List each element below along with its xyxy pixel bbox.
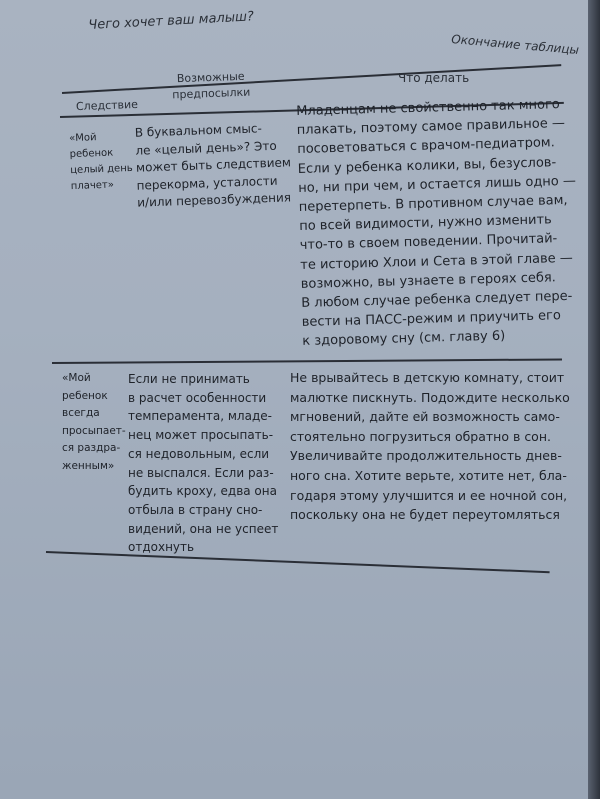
row2-what-to-do [290, 368, 570, 525]
book-spine-edge [588, 0, 600, 799]
column-header-preconditions [171, 69, 250, 104]
text-line: плакать, поэтому самое правильное — [296, 116, 566, 139]
row1-what-to-do [296, 95, 580, 352]
text-line: стоятельно погрузиться обратно в сон. [290, 428, 551, 444]
text-line: малютке пискнуть. Подождите несколько [290, 389, 570, 405]
column-header-what-to-do: Что делать [398, 71, 470, 85]
text-line: мгновений, дайте ей возможность само- [290, 409, 560, 425]
text-line: по всей видимости, нужно изменить [299, 212, 552, 235]
text-line: Увеличивайте продолжительность днев- [290, 448, 562, 464]
column-header-preconditions-line2: предпосылки [172, 85, 251, 102]
text-line: возможно, вы узнаете в героях себя. [300, 270, 557, 292]
text-line: что-то в своем поведении. Прочитай- [299, 231, 558, 254]
column-header-preconditions-line1: Возможные [176, 69, 245, 86]
text-line: вести на ПАСС-режим и приучить его [301, 308, 562, 331]
text-line: те историю Хлои и Сета в этой главе — [300, 250, 573, 273]
text-line: просыпает- [62, 424, 126, 437]
text-line: «Мой [62, 372, 91, 384]
text-line: посоветоваться с врачом-педиатром. [297, 135, 555, 158]
text-line: будить кроху, едва она [128, 484, 277, 499]
text-line: Не врывайтесь в детскую комнату, стоит [290, 370, 565, 385]
text-line: ребенок [69, 147, 114, 161]
text-line: «Мой [68, 132, 97, 145]
text-line: перекорма, усталости [136, 173, 278, 193]
text-line: В любом случае ребенка следует пере- [301, 288, 573, 311]
running-head: Чего хочет ваш малыш? [88, 9, 255, 33]
text-line: видений, она не успеет [128, 521, 279, 536]
row1-preconditions [135, 119, 293, 212]
text-line: и/или перевозбуждения [136, 190, 292, 210]
text-line: Младенцам не свойственно так много [296, 97, 560, 119]
text-line: темперамента, младе- [128, 409, 272, 424]
text-line: к здоровому сну (см. главу 6) [302, 329, 506, 350]
text-line: ного сна. Хотите верьте, хотите нет, бла- [290, 467, 567, 483]
row2-preconditions [128, 370, 278, 557]
text-line: перетерпеть. В противном случае вам, [298, 192, 568, 215]
text-line: ле «целый день»? Это [135, 138, 277, 158]
text-line: годаря этому улучшится и ее ночной сон, [290, 487, 568, 503]
text-line: ребенок [62, 389, 108, 402]
text-line: Если у ребенка колики, вы, безуслов- [297, 154, 557, 177]
column-header-consequence: Следствие [75, 97, 139, 114]
text-line: может быть следствием [135, 155, 292, 175]
text-line: ся недовольным, если [128, 446, 270, 461]
text-line: в расчет особенности [128, 390, 267, 405]
text-line: ся раздра- [62, 442, 121, 454]
table-continuation-label: Окончание таблицы [450, 32, 580, 58]
text-line: отбыла в страну сно- [128, 502, 263, 517]
text-line: не выспался. Если раз- [128, 465, 274, 480]
text-line: всегда [62, 407, 100, 419]
text-line: но, ни при чем, и остается лишь одно — [298, 173, 577, 196]
text-line: Если не принимать [128, 372, 250, 386]
text-line: В буквальном смыс- [134, 121, 263, 140]
table-bottom-rule [46, 551, 550, 573]
text-line: нец может просыпать- [128, 428, 274, 443]
row2-consequence [62, 370, 126, 475]
text-line: плачет» [70, 179, 115, 193]
text-line: целый день [70, 162, 133, 177]
row-divider [52, 358, 562, 363]
text-line: поскольку она не будет переутомляться [290, 507, 560, 523]
text-line: женным» [62, 459, 115, 472]
table-top-rule [62, 64, 561, 93]
row1-consequence [69, 129, 134, 195]
text-line: отдохнуть [128, 540, 195, 555]
